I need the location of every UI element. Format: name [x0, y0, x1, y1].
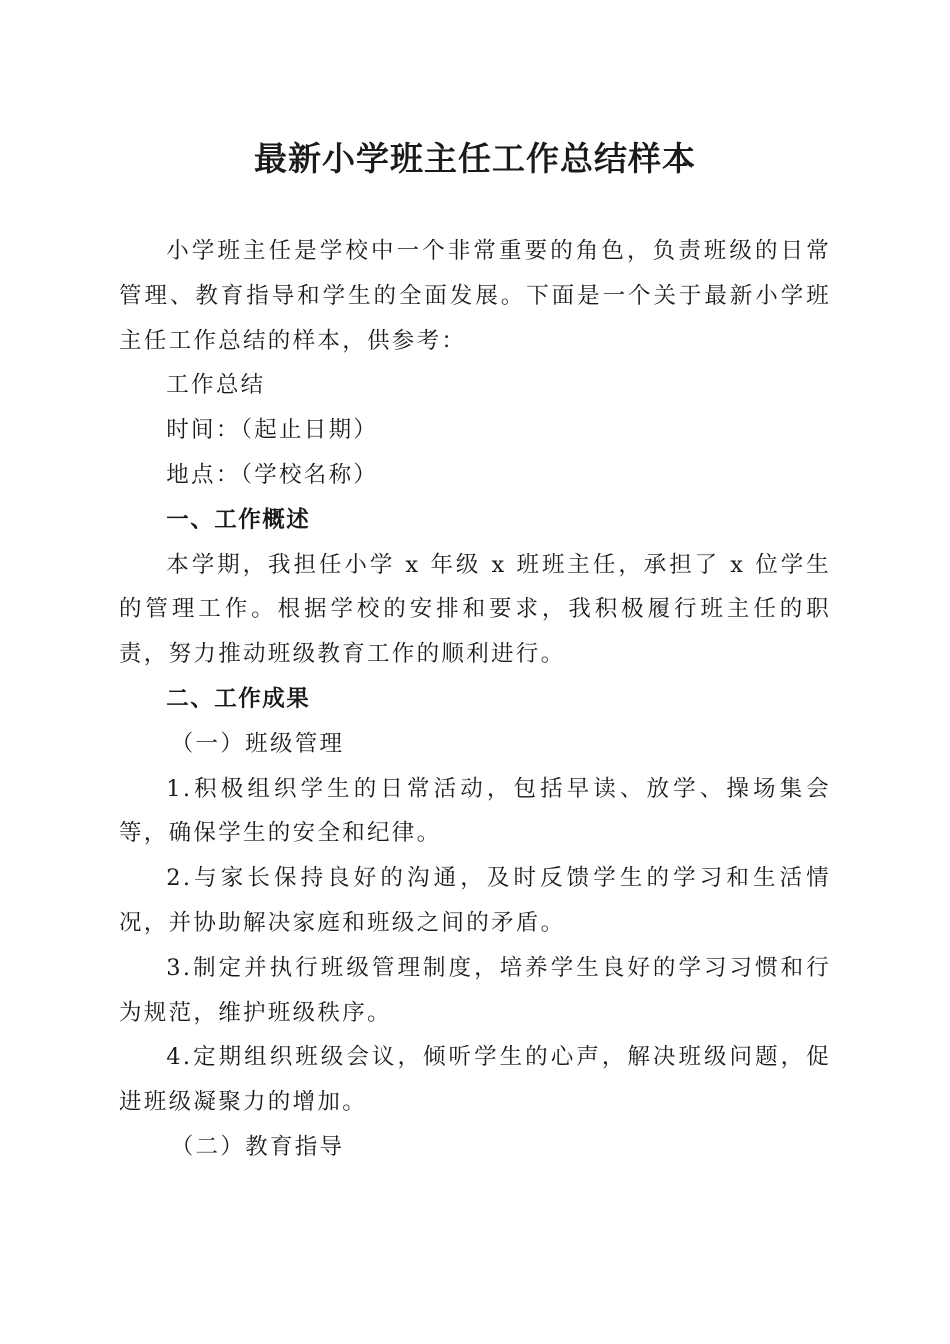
list-item: 1.积极组织学生的日常活动，包括早读、放学、操场集会等，确保学生的安全和纪律。	[119, 775, 831, 847]
overview-paragraph: 本学期，我担任小学 x 年级 x 班班主任，承担了 x 位学生的管理工作。根据学校的安排和要求，我积极履行班主任的职责，努力推动班级教育工作的顺利进行。	[119, 551, 831, 668]
time-line: 时间：（起止日期）	[166, 417, 379, 444]
summary-label: 工作总结	[166, 372, 266, 399]
location-line: 地点：（学校名称）	[166, 461, 379, 488]
section-heading-results: 二、工作成果	[166, 685, 311, 712]
subsection-heading-class-management: （一）班级管理	[170, 730, 345, 757]
document-title: 最新小学班主任工作总结样本	[254, 139, 696, 178]
document-body	[119, 229, 831, 1170]
section-heading-overview: 一、工作概述	[166, 506, 311, 533]
list-item: 2.与家长保持良好的沟通，及时反馈学生的学习和生活情况，并协助解决家庭和班级之间的矛盾。	[119, 865, 831, 936]
intro-paragraph: 小学班主任是学校中一个非常重要的角色，负责班级的日常管理、教育指导和学生的全面发展。下面是一个关于最新小学班主任工作总结的样本，供参考：	[119, 238, 831, 354]
subsection-heading-education-guidance: （二）教育指导	[170, 1133, 345, 1160]
list-item: 3.制定并执行班级管理制度，培养学生良好的学习习惯和行为规范，维护班级秩序。	[119, 954, 831, 1026]
list-item: 4.定期组织班级会议，倾听学生的心声，解决班级问题，促进班级凝聚力的增加。	[119, 1044, 831, 1116]
